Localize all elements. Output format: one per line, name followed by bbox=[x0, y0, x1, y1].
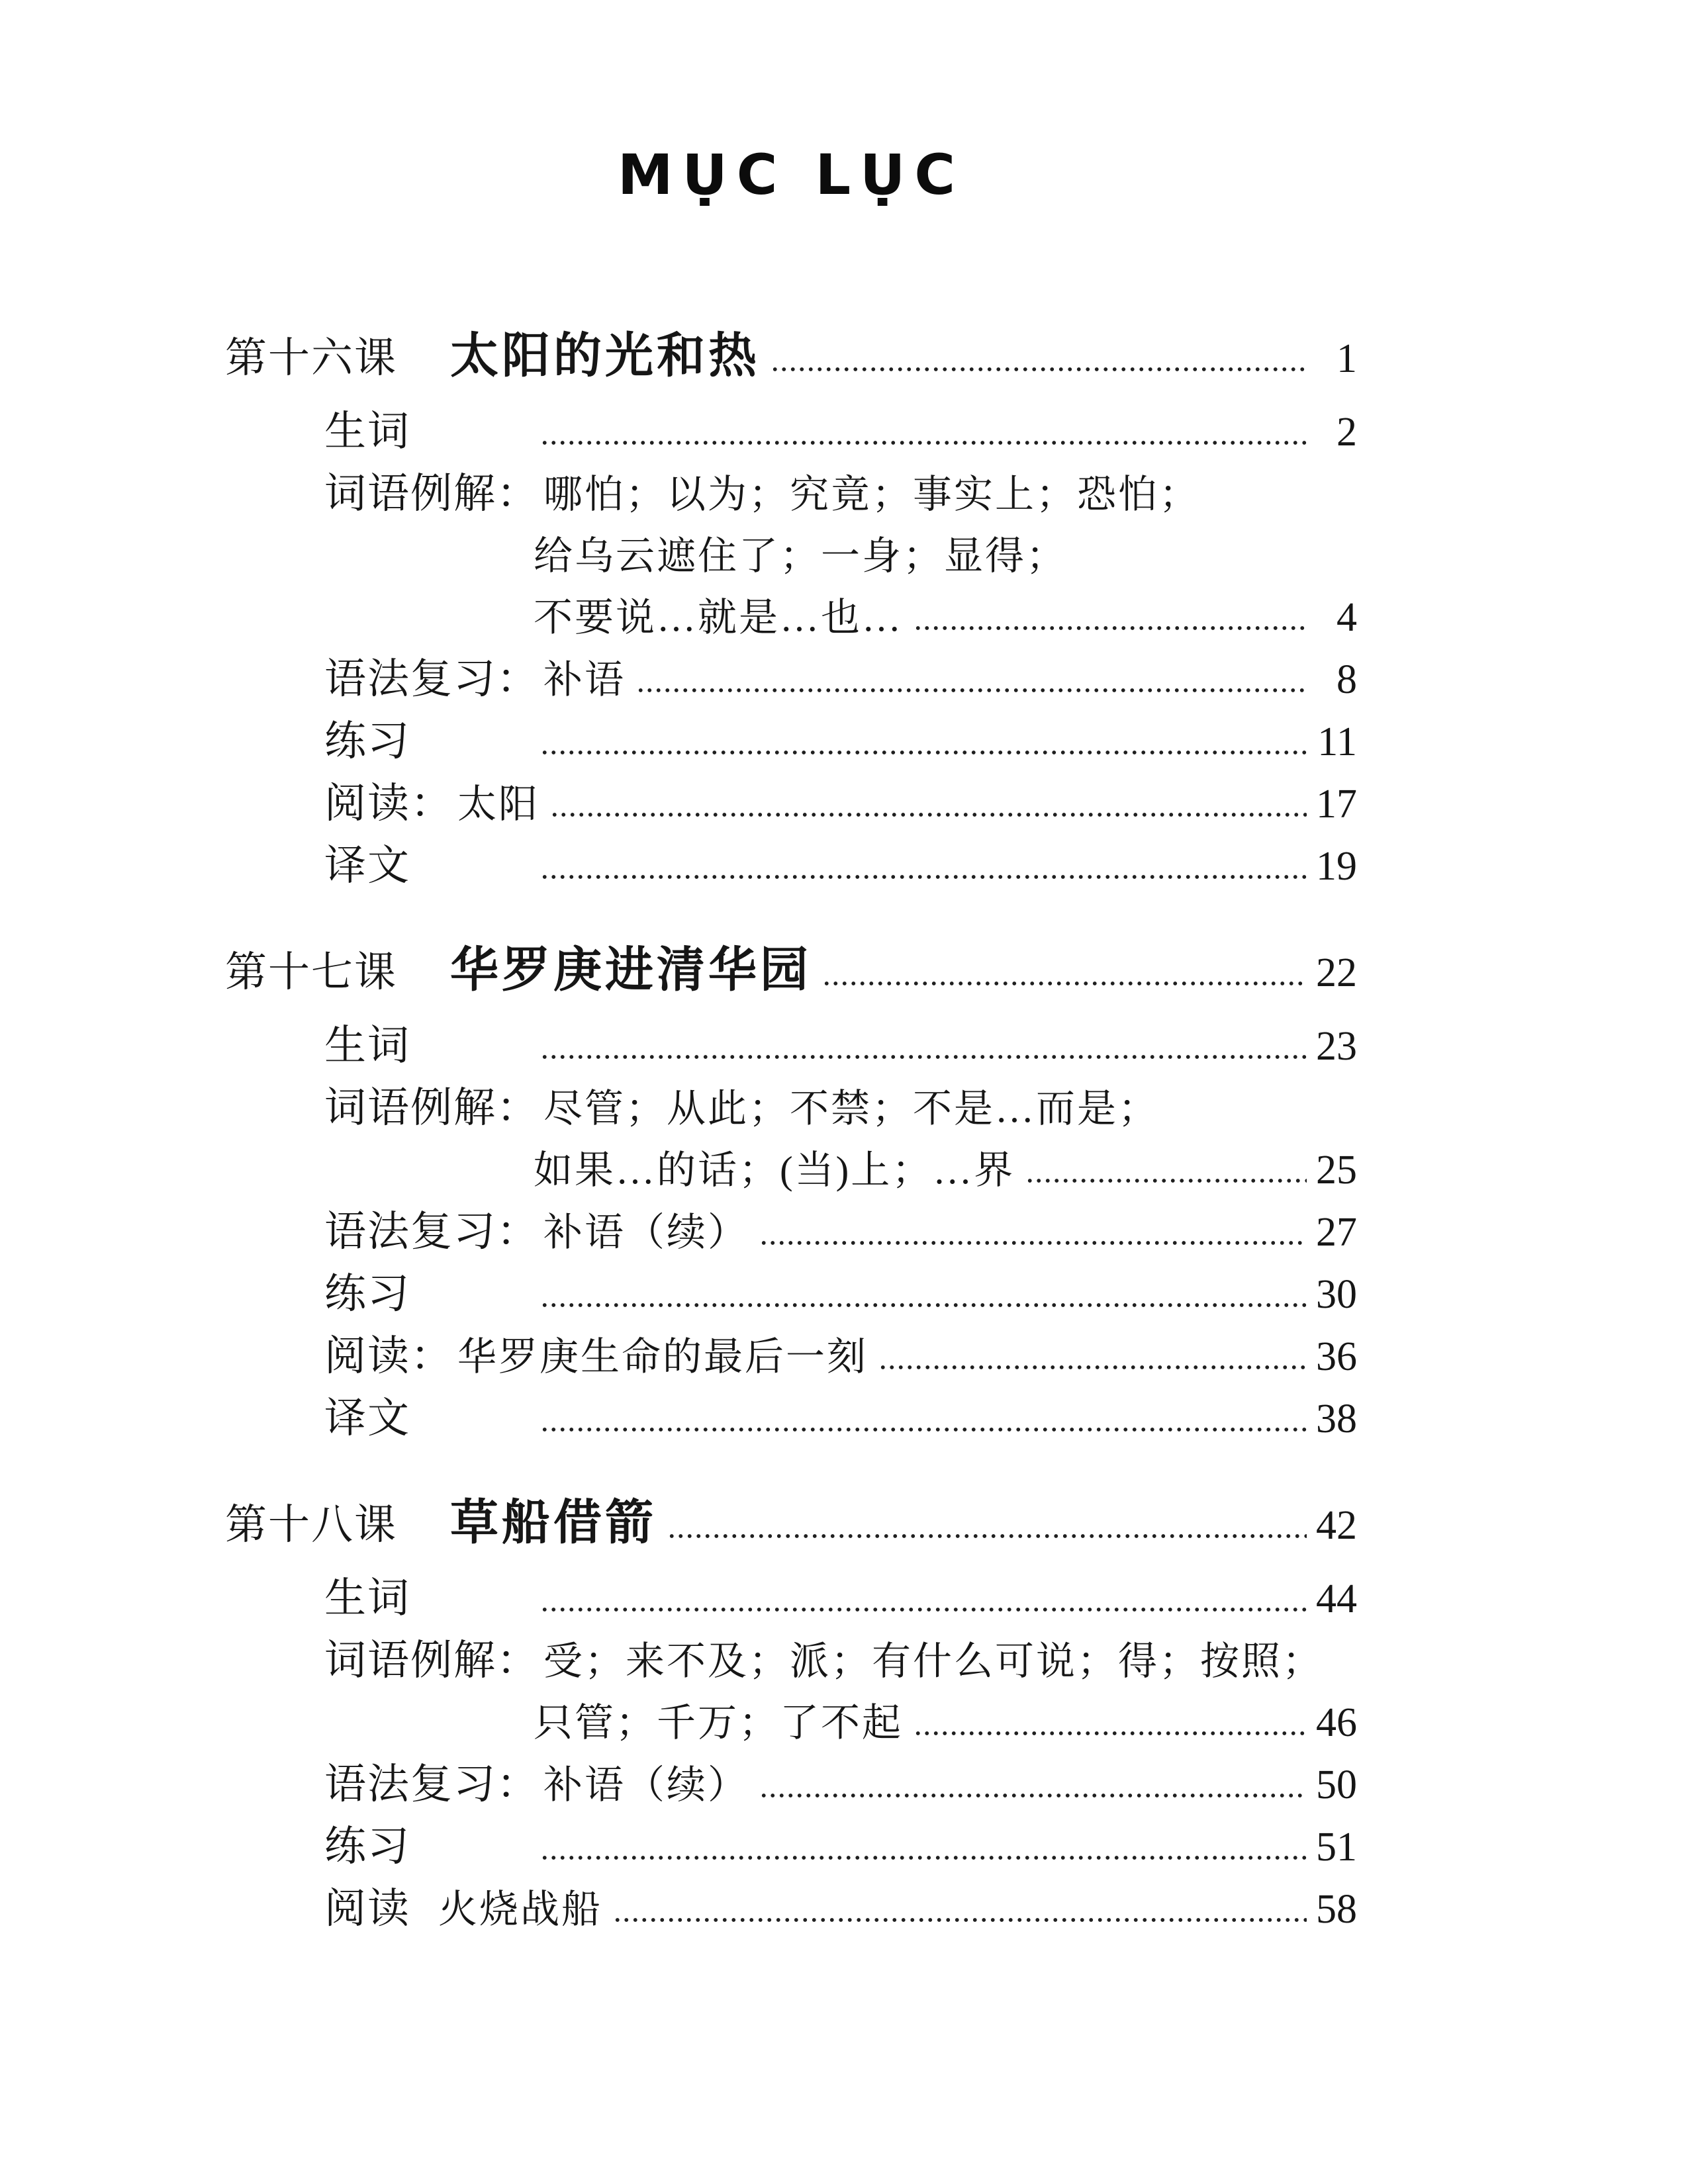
toc-entry bbox=[324, 1388, 1357, 1450]
toc-entry bbox=[324, 1263, 1357, 1326]
entry-label: 词语例解： bbox=[324, 471, 539, 517]
page-number: 8 bbox=[1336, 657, 1357, 702]
entry-text: 补语（续） bbox=[543, 1210, 749, 1254]
page-title: MỤC LỤC bbox=[617, 142, 965, 207]
lesson-heading bbox=[225, 323, 1357, 392]
toc-entry bbox=[324, 1015, 1357, 1077]
lesson-section-17 bbox=[225, 937, 1357, 1450]
toc-entry bbox=[324, 1326, 1357, 1388]
entry-line bbox=[324, 463, 1357, 525]
entry-label: 阅读 bbox=[324, 1886, 410, 1932]
toc-entry bbox=[324, 649, 1357, 711]
dot-leader bbox=[540, 1302, 1307, 1308]
entry-label: 词语例解： bbox=[324, 1637, 539, 1684]
entry-text: 受；来不及；派；有什么可说；得；按照； bbox=[543, 1639, 1324, 1683]
entry-text: 如果…的话；(当)上；…界 bbox=[534, 1148, 1015, 1192]
entry-text: 不要说…就是…也… bbox=[534, 596, 904, 639]
page-number: 2 bbox=[1336, 410, 1357, 455]
entry-label: 生词 bbox=[324, 1575, 410, 1621]
entry-label: 生词 bbox=[324, 408, 410, 455]
page-number: 46 bbox=[1316, 1700, 1357, 1745]
entry-line bbox=[324, 1140, 1357, 1201]
lesson-heading bbox=[225, 1490, 1357, 1559]
dot-leader bbox=[613, 1917, 1307, 1923]
lesson-entries bbox=[324, 401, 1357, 897]
dot-leader bbox=[822, 981, 1307, 986]
entry-label: 语法复习： bbox=[324, 1761, 539, 1807]
page-number: 23 bbox=[1316, 1024, 1357, 1069]
toc-entry bbox=[324, 1077, 1357, 1201]
toc-entry bbox=[324, 1630, 1357, 1754]
entry-text: 太阳 bbox=[457, 782, 540, 826]
entry-line bbox=[324, 587, 1357, 649]
lesson-number: 第十六课 bbox=[225, 335, 397, 381]
lesson-number: 第十八课 bbox=[225, 1502, 397, 1548]
toc-entry bbox=[324, 835, 1357, 897]
dot-leader bbox=[1025, 1178, 1307, 1183]
entry-label: 阅读： bbox=[324, 780, 453, 827]
entry-label: 译文 bbox=[324, 1395, 410, 1441]
dot-leader bbox=[759, 1793, 1307, 1798]
page-number: 50 bbox=[1316, 1762, 1357, 1807]
dot-leader bbox=[636, 688, 1307, 693]
dot-leader bbox=[771, 367, 1307, 372]
entry-line bbox=[324, 1630, 1357, 1692]
toc-entry bbox=[324, 1816, 1357, 1878]
entry-label: 生词 bbox=[324, 1023, 410, 1069]
entry-line bbox=[324, 1077, 1357, 1140]
page-number: 36 bbox=[1316, 1334, 1357, 1379]
entry-line bbox=[324, 1692, 1357, 1754]
entry-text: 华罗庚生命的最后一刻 bbox=[457, 1335, 868, 1379]
lesson-title: 草船借箭 bbox=[450, 1496, 657, 1549]
lesson-section-16 bbox=[225, 323, 1357, 897]
entry-label: 语法复习： bbox=[324, 1208, 539, 1255]
page-number: 19 bbox=[1316, 844, 1357, 889]
page-number: 51 bbox=[1316, 1825, 1357, 1870]
entry-label: 词语例解： bbox=[324, 1085, 539, 1131]
entry-text: 火烧战船 bbox=[438, 1888, 603, 1931]
lesson-title: 华罗庚进清华园 bbox=[450, 943, 812, 997]
entry-label: 阅读： bbox=[324, 1333, 453, 1379]
entry-label: 练习 bbox=[324, 718, 410, 764]
lesson-section-18 bbox=[225, 1490, 1357, 1940]
dot-leader bbox=[540, 750, 1307, 755]
entry-text: 只管；千万；了不起 bbox=[534, 1701, 904, 1745]
dot-leader bbox=[540, 1855, 1307, 1860]
toc-entry bbox=[324, 1878, 1357, 1940]
entry-text: 哪怕；以为；究竟；事实上；恐怕； bbox=[543, 473, 1201, 516]
entry-text: 尽管；从此；不禁；不是…而是； bbox=[543, 1087, 1160, 1130]
dot-leader bbox=[878, 1365, 1307, 1370]
toc-entry bbox=[324, 773, 1357, 835]
page-number: 27 bbox=[1316, 1210, 1357, 1255]
dot-leader bbox=[667, 1533, 1307, 1539]
toc-entry bbox=[324, 1568, 1357, 1630]
dot-leader bbox=[540, 1427, 1307, 1432]
page-number: 17 bbox=[1316, 782, 1357, 827]
dot-leader bbox=[759, 1240, 1307, 1246]
page-number: 42 bbox=[1316, 1503, 1357, 1548]
page-number: 58 bbox=[1316, 1887, 1357, 1932]
page-number: 22 bbox=[1316, 950, 1357, 995]
entry-text: 给乌云遮住了；一身；显得； bbox=[534, 534, 1068, 578]
page-number: 25 bbox=[1316, 1148, 1357, 1193]
entry-label: 练习 bbox=[324, 1823, 410, 1870]
page-number: 4 bbox=[1336, 595, 1357, 640]
entry-label: 译文 bbox=[324, 842, 410, 889]
entry-text: 补语 bbox=[543, 658, 626, 702]
page-number: 1 bbox=[1336, 336, 1357, 381]
toc-entry bbox=[324, 463, 1357, 649]
dot-leader bbox=[540, 1054, 1307, 1060]
page-number: 38 bbox=[1316, 1396, 1357, 1441]
toc-entry bbox=[324, 711, 1357, 773]
page-number: 30 bbox=[1316, 1272, 1357, 1317]
dot-leader bbox=[914, 625, 1307, 631]
lesson-title: 太阳的光和热 bbox=[450, 329, 760, 383]
toc-entry bbox=[324, 1201, 1357, 1263]
lesson-entries bbox=[324, 1015, 1357, 1450]
entry-line bbox=[324, 525, 1357, 587]
entry-label: 练习 bbox=[324, 1271, 410, 1317]
toc-entry bbox=[324, 401, 1357, 463]
lesson-entries bbox=[324, 1568, 1357, 1940]
page-number: 44 bbox=[1316, 1576, 1357, 1621]
page-number: 11 bbox=[1317, 719, 1357, 764]
dot-leader bbox=[540, 1607, 1307, 1612]
toc-entry bbox=[324, 1754, 1357, 1816]
entry-label: 语法复习： bbox=[324, 656, 539, 702]
entry-text: 补语（续） bbox=[543, 1763, 749, 1807]
lesson-number: 第十七课 bbox=[225, 949, 397, 995]
dot-leader bbox=[540, 440, 1307, 445]
dot-leader bbox=[550, 812, 1307, 817]
lesson-heading bbox=[225, 937, 1357, 1006]
dot-leader bbox=[914, 1731, 1307, 1736]
dot-leader bbox=[540, 874, 1307, 880]
